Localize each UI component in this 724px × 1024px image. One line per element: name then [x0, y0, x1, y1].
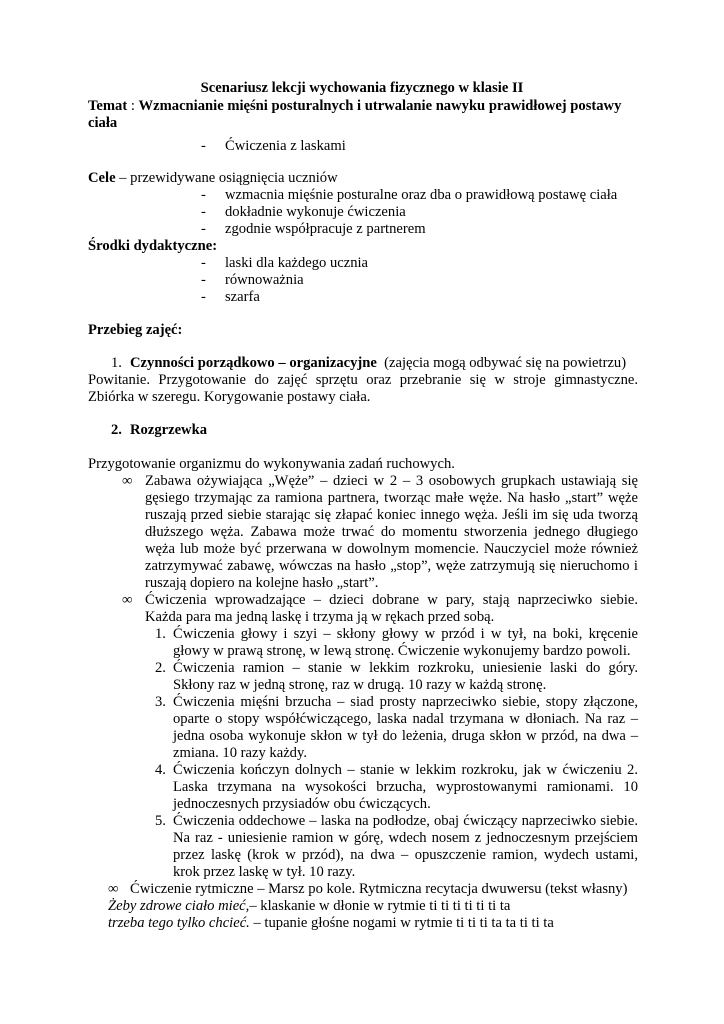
means-item-text: równoważnia [225, 272, 304, 288]
section1-line: Powitanie. Przygotowanie do zajęć sprzętu oraz przebranie się w stroje gimnastyczne. [88, 372, 638, 388]
infinity-bullet: ∞ [122, 473, 133, 489]
exercise-number: 1. [155, 626, 166, 642]
dash-bullet: - [201, 289, 206, 305]
dash-bullet: - [201, 187, 206, 203]
game-line: Zabawa ożywiająca „Węże” – dzieci w 2 – 3 osobowych grupkach ustawiają się [145, 473, 638, 489]
goal-item-text: dokładnie wykonuje ćwiczenia [225, 204, 406, 220]
section1-number: 1. [111, 355, 122, 371]
exercise-line: jedna osoba wykonuje skłon w tył do leżenia, druga skłon w przód, na dwa – [173, 728, 638, 744]
dash-bullet: - [201, 255, 206, 271]
means-label: Środki dydaktyczne: [88, 238, 218, 254]
topic-sub-text: Ćwiczenia z laskami [225, 138, 346, 154]
exercise-line: Laska trzymana na wysokości brzucha, wyprostowanymi ramionami. 10 [173, 779, 638, 795]
exercise-line: zmiana. 10 razy każdy. [173, 745, 307, 761]
exercise-line: oparte o stopy współćwiczącego, laska nadal trzymana w dłoniach. Na raz – [173, 711, 638, 727]
course-label: Przebieg zajęć: [88, 322, 183, 338]
topic-text: Wzmacnianie mięśni posturalnych i utrwalanie nawyku prawidłowej postawy [138, 98, 622, 114]
section2-number: 2. [111, 422, 122, 438]
dash-bullet: - [201, 221, 206, 237]
verse-italic: trzeba tego tylko chcieć. [108, 915, 250, 931]
exercise-number: 3. [155, 694, 166, 710]
section1-note: (zajęcia mogą odbywać się na powietrzu) [384, 355, 627, 371]
section2-title: Rozgrzewka [130, 422, 207, 438]
topic-text-cont: ciała [88, 115, 118, 131]
section2-intro: Przygotowanie organizmu do wykonywania zadań ruchowych. [88, 456, 455, 472]
goals-label: Cele [88, 170, 116, 186]
rhythm-line: Ćwiczenie rytmiczne – Marsz po kole. Rytmiczna recytacja dwuwersu (tekst własny) [130, 881, 628, 897]
game-line: węża lub może być przerwana w dowolnym momencie. Nauczyciel może również [145, 541, 638, 557]
goal-item-text: wzmacnia mięśnie posturalne oraz dba o prawidłową postawę ciała [225, 187, 618, 203]
exercise-line: Ćwiczenia głowy i szyi – skłony głowy w przód i w tył, na boki, kręcenie [173, 626, 638, 642]
infinity-bullet: ∞ [108, 881, 119, 897]
dash-bullet: - [201, 204, 206, 220]
dash-bullet: - [201, 138, 206, 154]
section1-title: Czynności porządkowo – organizacyjne [130, 355, 377, 371]
verse-italic: Żeby zdrowe ciało mieć, [108, 898, 250, 914]
verse-line [108, 898, 510, 915]
topic-sep: : [127, 98, 139, 114]
means-item-text: laski dla każdego ucznia [225, 255, 369, 271]
exercise-line: Ćwiczenia kończyn dolnych – stanie w lekkim rozkroku, jak w ćwiczeniu 2. [173, 762, 638, 778]
means-item-text: szarfa [225, 289, 260, 305]
goal-item-text: zgodnie współpracuje z partnerem [225, 221, 426, 237]
verse-rest: – klaskanie w dłonie w rytmie ti ti ti ti ti ti ta [249, 898, 511, 914]
exercise-line: głowy w prawą stronę, w lewą stronę. Ćwiczenie wykonujemy bardzo powoli. [173, 643, 631, 659]
goals-line [88, 170, 338, 187]
exercise-line: Ćwiczenia ramion – stanie w lekkim rozkroku, uniesienie laski do góry. [173, 660, 638, 676]
exercise-line: Skłony raz w jedną stronę, raz w drugą. 10 razy w każdą stronę. [173, 677, 547, 693]
verse-line [108, 915, 554, 932]
exercise-line: przez laskę (krok w przód), na dwa – opuszczenie ramion, wydech ustami, [173, 847, 638, 863]
dash-bullet: - [201, 272, 206, 288]
game-line: ruszają przed siebie starając się złapać koniec innego węża. Jeśli im się uda tworzą [145, 507, 638, 523]
intro-ex-line: Ćwiczenia wprowadzające – dzieci dobrane w pary, stają naprzeciwko siebie. [145, 592, 638, 608]
intro-ex-line: Każda para ma jedną laskę i trzyma ją w rękach przed sobą. [145, 609, 495, 625]
game-line: ruszają dopiero na kolejne hasło „start”. [145, 575, 379, 591]
topic-line [88, 98, 621, 115]
exercise-number: 4. [155, 762, 166, 778]
exercise-number: 5. [155, 813, 166, 829]
exercise-line: jednoczesnych przysiadów obu ćwiczących. [173, 796, 431, 812]
section1-line: Zbiórka w szeregu. Korygowanie postawy ciała. [88, 389, 371, 405]
exercise-line: Ćwiczenia mięśni brzucha – siad prosty naprzeciwko siebie, stopy złączone, [173, 694, 638, 710]
exercise-line: Ćwiczenia oddechowe – laska na podłodze, obaj ćwiczący naprzeciwko siebie. [173, 813, 638, 829]
exercise-number: 2. [155, 660, 166, 676]
goals-intro: – przewidywane osiągnięcia uczniów [115, 170, 338, 186]
infinity-bullet: ∞ [122, 592, 133, 608]
exercise-line: krok przez laskę w tył. 10 razy. [173, 864, 356, 880]
document-title: Scenariusz lekcji wychowania fizycznego w klasie II [200, 80, 524, 96]
game-line: gęsiego trzymając za ramiona partnera, tworząc małe węże. Na hasło „start” węże [145, 490, 638, 506]
verse-rest: – tupanie głośne nogami w rytmie ti ti ti ta ta ti ti ta [249, 915, 554, 931]
game-line: dłuższego węża. Zabawa może trwać do momentu stworzenia jednego długiego [145, 524, 638, 540]
topic-label: Temat [88, 98, 128, 114]
game-line: zatrzymywać zabawę, wówczas na hasło „stop”, węże zatrzymują się nieruchomo i [145, 558, 638, 574]
exercise-line: Na raz - uniesienie ramion w górę, wdech nosem z jednoczesnym przejściem [173, 830, 638, 846]
